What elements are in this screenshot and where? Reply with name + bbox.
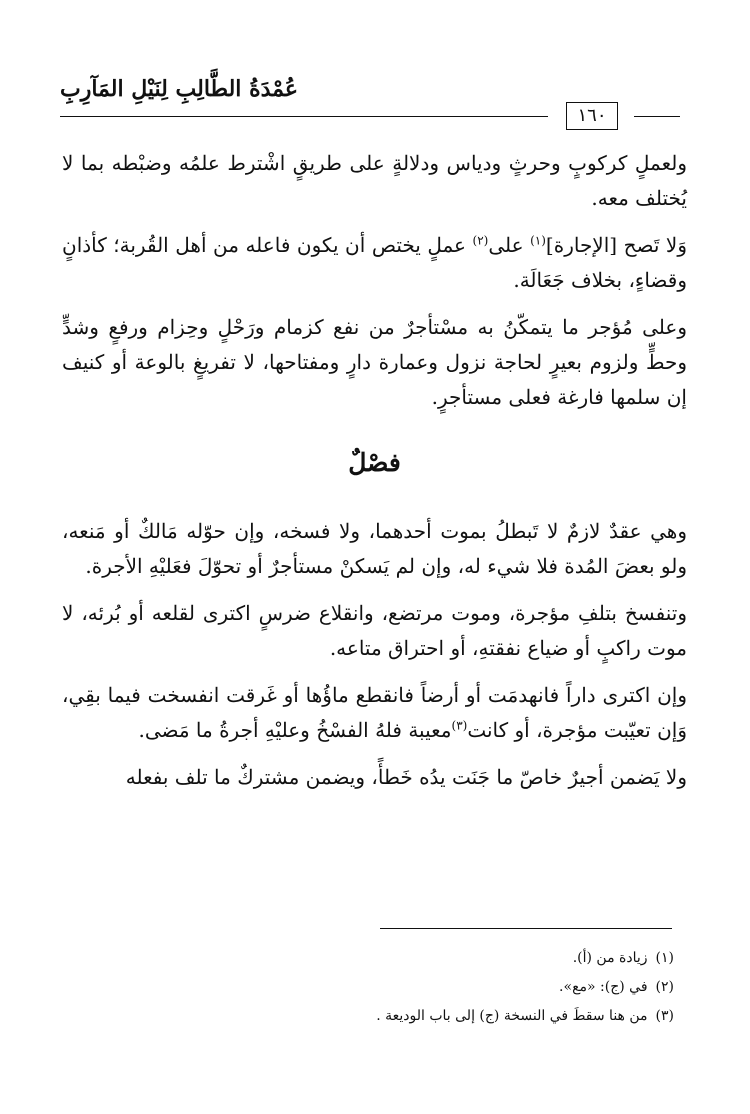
main-text <box>62 146 687 807</box>
footnote-ref: (٣) <box>451 718 468 733</box>
paragraph-text: عملٍ يختص أن يكون فاعله من أهل القُربة؛ كأذانٍ وقضاءٍ، بخلاف جَعَالَة. <box>62 233 687 292</box>
running-title: عُمْدَةُ الطَّالِبِ لِنَيْلِ المَآرِبِ <box>60 76 298 102</box>
footnotes <box>200 944 674 1031</box>
footnote-number: (٢) <box>655 979 674 995</box>
header-rule-short <box>634 116 680 117</box>
footnote-text: من هنا سقطَ في النسخة (ج) إلى باب الوديعة . <box>376 1008 648 1024</box>
header-rule <box>60 116 548 117</box>
footnote <box>200 944 674 973</box>
footnote-ref: (٢) <box>472 233 489 248</box>
footnote-number: (٣) <box>655 1008 674 1024</box>
paragraph-text: وإن اكترى داراً فانهدمَت أو أرضاً فانقطع ماؤُها أو غَرقت انفسخت فيما بقِي، وَإن تعيّبت مؤجرة، أو كانت <box>62 683 687 742</box>
footnote <box>200 1002 674 1031</box>
paragraph: وتنفسخ بتلفِ مؤجرة، وموت مرتضع، وانقلاع ضرسٍ اكترى لقلعه أو بُرئه، لا موت راكبٍ أو ضياع نفقتهِ، أو احتراق متاعه. <box>62 601 687 660</box>
paragraph: وعلى مُؤجر ما يتمكّنُ به مسْتأجرٌ من نفع كزمام ورَحْلٍ وحِزام ورفعٍ وشدٍّ وحطٍّ ولزوم بعيرٍ لحاجة نزول وعمارة دارٍ ومفتاحها، لا تفريغٍ بالوعة أو كنيف إن سلمها فارغة فعلى مستأجرٍ. <box>62 315 687 409</box>
section-heading: فصْلٌ <box>348 448 401 477</box>
paragraph-text: على <box>488 233 531 257</box>
paragraph: ولا يَضمن أجيرٌ خاصّ ما جَنَت يدُه خَطأً، ويضمن مشتركٌ ما تلف بفعله <box>125 765 687 789</box>
footnote-number: (١) <box>655 950 674 966</box>
page-header <box>60 76 680 126</box>
footnote-ref: (١) <box>530 233 546 248</box>
paragraph <box>62 228 687 298</box>
paragraph-text: معيبة فلهُ الفسْخُ وعليْهِ أجرةُ ما مَضى. <box>138 718 452 742</box>
paragraph-text: وَلا تَصح [الإجارة] <box>545 233 687 257</box>
footnote <box>200 973 674 1002</box>
paragraph: ولعملٍ كركوبٍ وحرثٍ ودياس ودلالةٍ على طريقٍ اشْترط علمُه وضبْطه بما لا يُختلف معه. <box>62 151 687 210</box>
paragraph <box>62 678 687 748</box>
footnote-text: في (ج): «مع». <box>559 979 648 995</box>
footnote-text: زيادة من (أ). <box>572 950 648 966</box>
page-number: ١٦٠ <box>566 102 618 130</box>
paragraph: وهي عقدٌ لازمٌ لا تَبطلُ بموت أحدهما، ولا فسخه، وإن حوّله مَالكٌ أو مَنعه، ولو بعضَ المُدة فلا شيء له، وإن لم يَسكنْ مستأجرٌ أو تحوّلَ فعَليْهِ الأجرة. <box>62 519 687 578</box>
footnote-separator <box>380 928 672 929</box>
